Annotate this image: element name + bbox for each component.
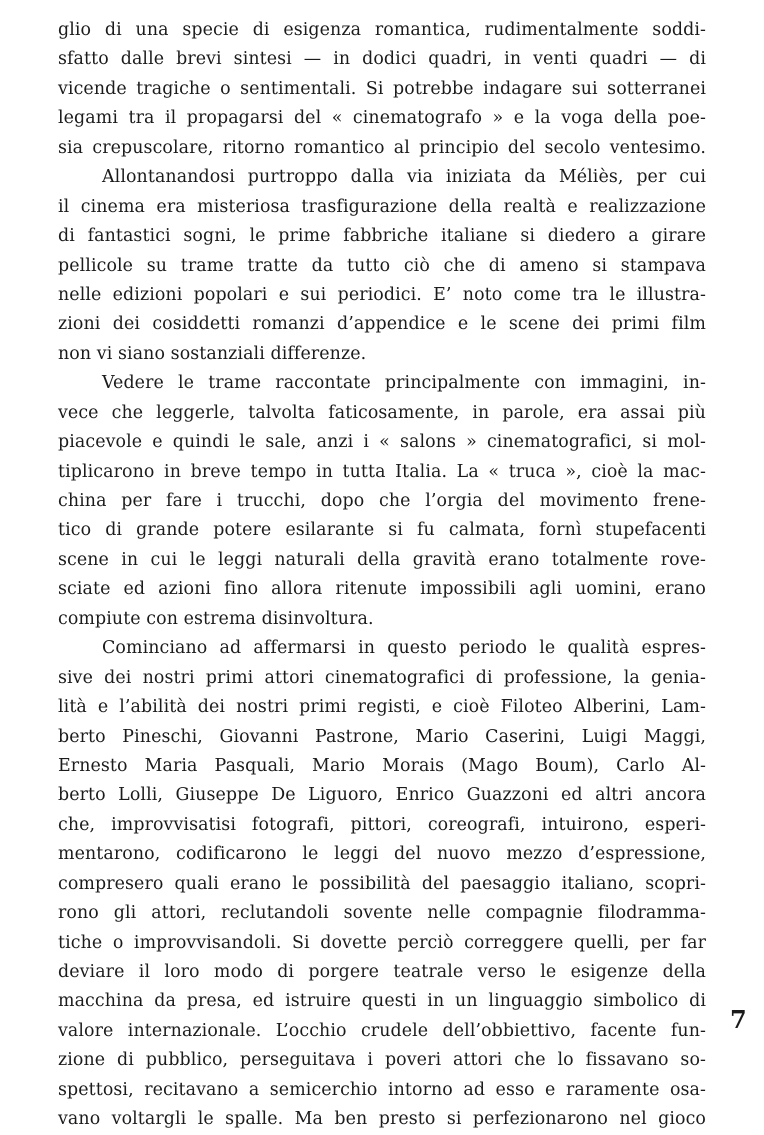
text-line: vano voltargli le spalle. Ma ben presto si perfezionarono nel gioco: [58, 1109, 706, 1130]
text-line: sfatto dalle brevi sintesi — in dodici quadri, in venti quadri — di: [58, 49, 706, 70]
text-line: spettosi, recitavano a semicerchio intorno ad esso e raramente osa-: [58, 1079, 706, 1100]
text-line: compresero quali erano le possibilità del paesaggio italiano, scopri-: [58, 873, 706, 894]
text-line: valore internazionale. L’occhio crudele dell’obbiettivo, facente fun-: [58, 1020, 706, 1041]
text-line: pellicole su trame tratte da tutto ciò che di ameno si stampava: [58, 255, 706, 276]
text-line: nelle edizioni popolari e sui periodici. E’ noto come tra le illustra-: [58, 284, 706, 305]
text-line: Ernesto Maria Pasquali, Mario Morais (Mago Boum), Carlo Al-: [58, 755, 706, 776]
text-line: macchina da presa, ed istruire questi in un linguaggio simbolico di: [58, 991, 706, 1012]
text-line: zione di pubblico, perseguitava i poveri attori che lo fissavano so-: [58, 1050, 706, 1071]
text-line: berto Lolli, Giuseppe De Liguoro, Enrico Guazzoni ed altri ancora: [58, 785, 706, 806]
text-line: zioni dei cosiddetti romanzi d’appendice e le scene dei primi film: [58, 314, 706, 335]
page-number: 7: [730, 1005, 747, 1034]
text-line: di fantastici sogni, le prime fabbriche italiane si diedero a girare: [58, 226, 706, 247]
text-line: china per fare i trucchi, dopo che l’orgia del movimento frene-: [58, 491, 706, 511]
paragraph-3: [58, 369, 706, 634]
text-line: Allontanandosi purtroppo dalla via iniziata da Méliès, per cui: [102, 167, 706, 188]
text-line: mentarono, codificarono le leggi del nuovo mezzo d’espressione,: [58, 844, 706, 865]
text-line: Vedere le trame raccontate principalmente con immagini, in-: [102, 373, 706, 394]
text-line: deviare il loro modo di porgere teatrale verso le esigenze della: [58, 962, 706, 982]
text-line: sciate ed azioni fino allora ritenute impossibili agli uomini, erano: [58, 579, 706, 600]
text-line: non vi siano sostanziali differenze.: [58, 343, 367, 364]
text-line: che, improvvisatisi fotografi, pittori, coreografi, intuirono, esperi-: [58, 814, 706, 835]
text-line: glio di una specie di esigenza romantica, rudimentalmente soddi-: [58, 20, 706, 40]
text-line: berto Pineschi, Giovanni Pastrone, Mario Caserini, Luigi Maggi,: [58, 726, 706, 747]
text-line: scene in cui le leggi naturali della gravità erano totalmente rove-: [58, 549, 706, 570]
text-line: tico di grande potere esilarante si fu calmata, fornì stupefacenti: [58, 520, 706, 541]
text-line: legami tra il propagarsi del « cinematografo » e la voga della poe-: [58, 108, 706, 129]
paragraph-4: [58, 634, 706, 1134]
text-line: il cinema era misteriosa trasfigurazione della realtà e realizzazione: [58, 196, 706, 217]
paragraph-1: [58, 16, 706, 163]
page-body: [58, 16, 706, 1135]
text-line: vece che leggerle, talvolta faticosamente, in parole, era assai più: [58, 402, 706, 423]
text-line: rono gli attori, reclutandoli sovente nelle compagnie filodramma-: [58, 903, 706, 924]
text-line: tiplicarono in breve tempo in tutta Italia. La « truca », cioè la mac-: [58, 461, 706, 482]
text-line: compiute con estrema disinvoltura.: [58, 608, 374, 629]
text-line: sive dei nostri primi attori cinematografici di professione, la genia-: [58, 667, 706, 688]
text-line: piacevole e quindi le sale, anzi i « salons » cinematografici, si mol-: [58, 432, 706, 453]
paragraph-2: [58, 163, 706, 369]
text-line: lità e l’abilità dei nostri primi registi, e cioè Filoteo Alberini, Lam-: [58, 697, 706, 718]
text-line: tiche o improvvisandoli. Si dovette perciò correggere quelli, per far: [58, 932, 706, 953]
text-line: sia crepuscolare, ritorno romantico al principio del secolo ventesimo.: [58, 137, 706, 158]
text-line: vicende tragiche o sentimentali. Si potrebbe indagare sui sotterranei: [58, 78, 706, 99]
text-line: Cominciano ad affermarsi in questo periodo le qualità espres-: [102, 638, 706, 659]
